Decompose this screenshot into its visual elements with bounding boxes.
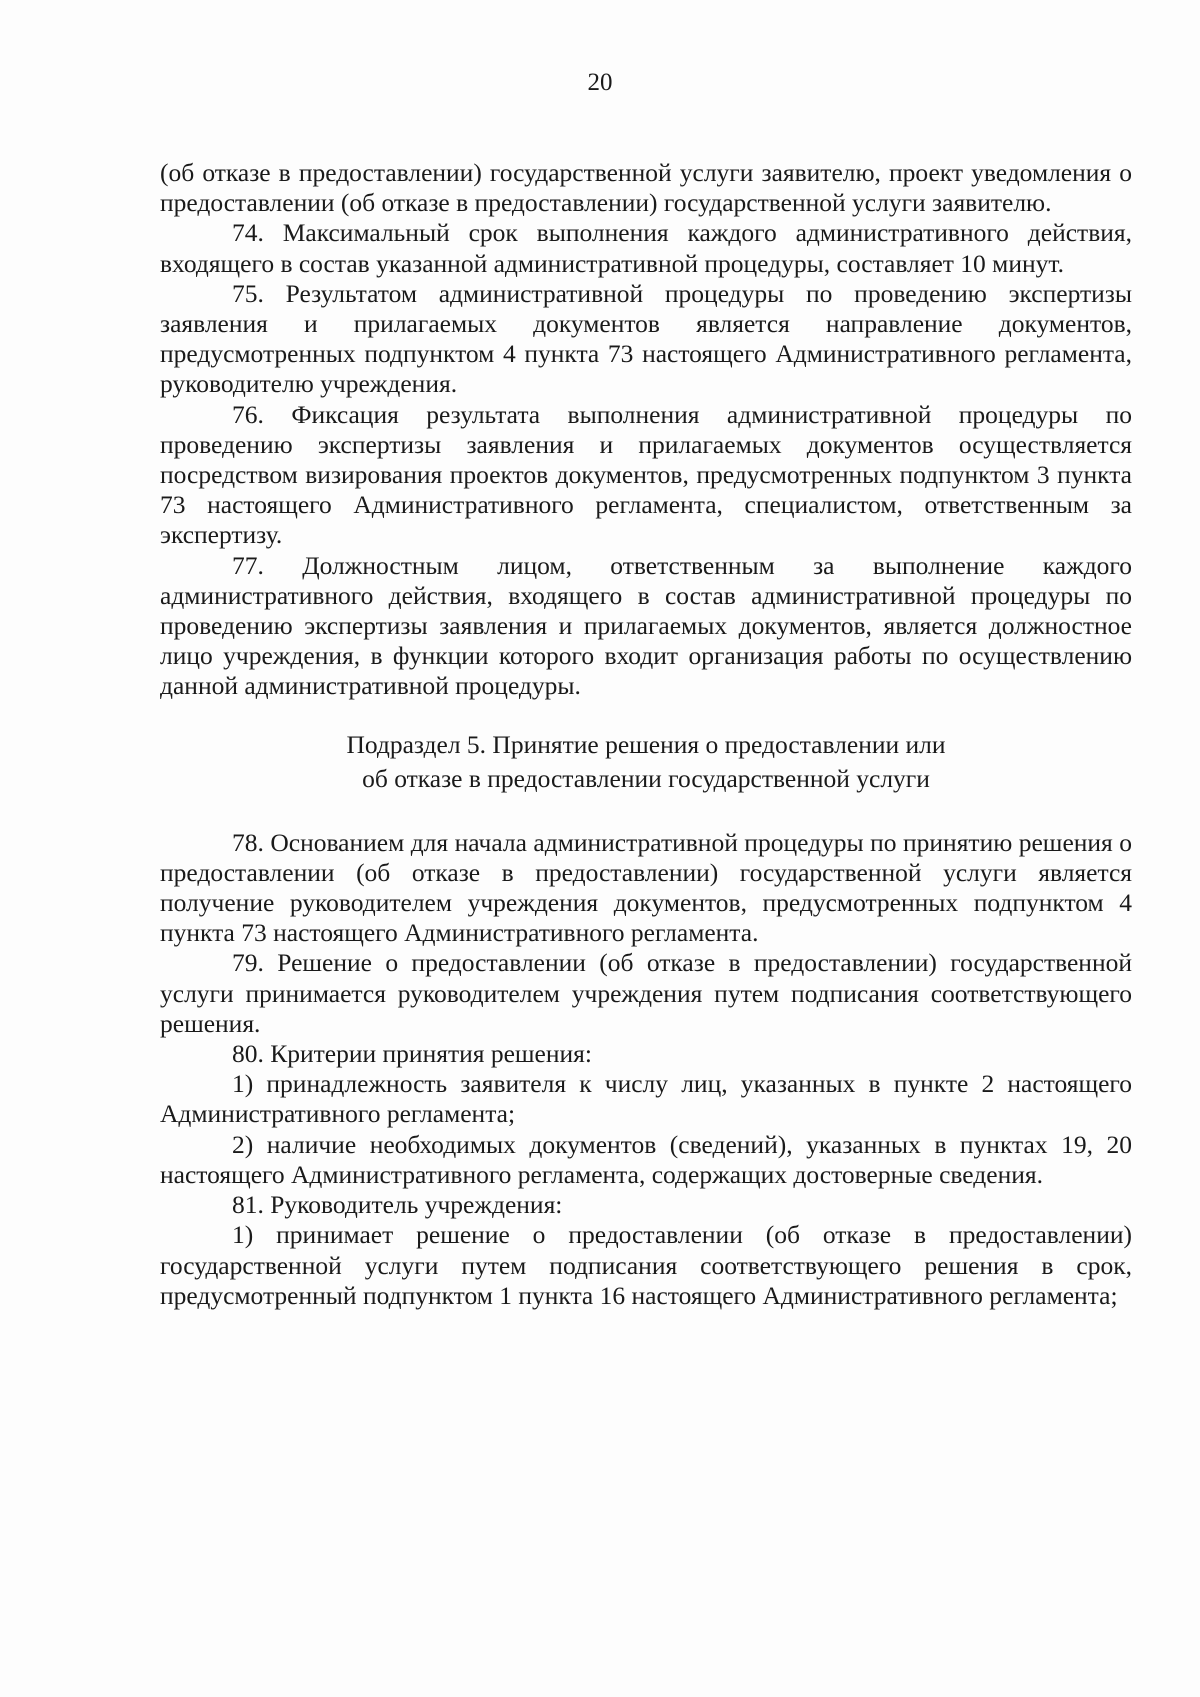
paragraph-81: 81. Руководитель учреждения:: [232, 1190, 563, 1220]
subsection-heading-line-2: об отказе в предоставлении государственной услуги: [362, 763, 930, 793]
paragraph-80: 80. Критерии принятия решения:: [232, 1039, 592, 1069]
paragraph-80-item-1: 1) принадлежность заявителя к числу лиц, указанных в пункте 2 настоящего Административного регламента;: [160, 1069, 1132, 1129]
paragraph-80-item-2: 2) наличие необходимых документов (сведений), указанных в пунктах 19, 20 настоящего Административного регламента, содержащих достоверные сведения.: [160, 1129, 1132, 1189]
paragraph-74: 74. Максимальный срок выполнения каждого административного действия, входящего в состав указанной административной процедуры, составляет 10 минут.: [160, 218, 1132, 278]
paragraph-75: 75. Результатом административной процедуры по проведению экспертизы заявления и прилагаемых документов является направление документов, предусмотренных подпунктом 4 пункта 73 настоящего Административного регламента, руководителю учреждения.: [160, 278, 1132, 399]
paragraph-77: 77. Должностным лицом, ответственным за выполнение каждого административного действия, входящего в состав административной процедуры по проведению экспертизы заявления и прилагаемых документов, является должностное лицо учреждения, в функции которого входит организация работы по осуществлению данной административной процедуры.: [160, 550, 1132, 701]
paragraph-79: 79. Решение о предоставлении (об отказе в предоставлении) государственной услуги принимается руководителем учреждения путем подписания соответствующего решения.: [160, 948, 1132, 1038]
paragraph-81-item-1: 1) принимает решение о предоставлении (об отказе в предоставлении) государственной услуги путем подписания соответствующего решения в срок, предусмотренный подпунктом 1 пункта 16 настоящего Административного регламента;: [160, 1220, 1132, 1310]
paragraph-76: 76. Фиксация результата выполнения административной процедуры по проведению экспертизы заявления и прилагаемых документов осуществляется посредством визирования проектов документов, предусмотренных подпунктом 3 пункта 73 настоящего Административного регламента, специалистом, ответственным за экспертизу.: [160, 399, 1132, 550]
page-number: 20: [587, 69, 613, 96]
document-body: [160, 158, 1132, 1311]
paragraph-78: 78. Основанием для начала административной процедуры по принятию решения о предоставлении (об отказе в предоставлении) государственной услуги является получение руководителем учреждения документов, предусмотренных подпунктом 4 пункта 73 настоящего Административного регламента.: [160, 827, 1132, 948]
subsection-heading: [160, 728, 1132, 796]
paragraph-continuation: (об отказе в предоставлении) государственной услуги заявителю, проект уведомления о предоставлении (об отказе в предоставлении) государственной услуги заявителю.: [160, 158, 1132, 218]
subsection-heading-line-1: Подраздел 5. Принятие решения о предоставлении или: [346, 729, 946, 759]
